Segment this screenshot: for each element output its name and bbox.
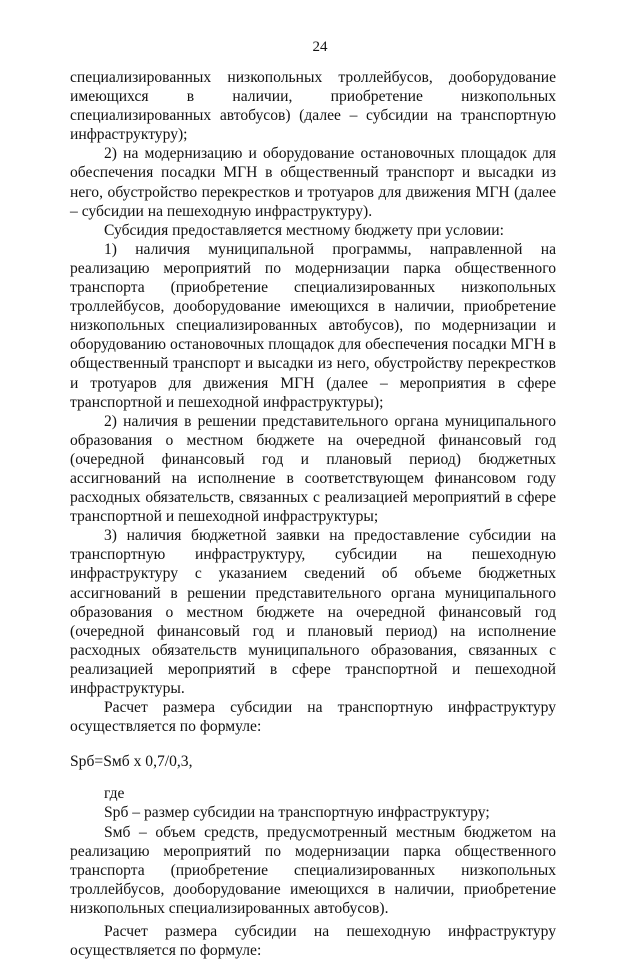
paragraph-item-2-pedestrian: 2) на модернизацию и оборудование остановочных площадок для обеспечения посадки МГН в общественный транспорт и высадки из него, обустройство перекрестков и тротуаров для движения МГН (далее – субсидии на пешеходную инфраструктуру).: [70, 145, 556, 220]
paragraph-formula-intro: Расчет размера субсидии на транспортную инфраструктуру осуществляется по формуле:: [70, 699, 556, 736]
paragraph-condition-3: 3) наличия бюджетной заявки на предоставление субсидии на транспортную инфраструктуру, субсидии на пешеходную инфраструктуру с указанием сведений об объеме бюджетных ассигнований в решении представительного органа муниципального образования о местном бюджете на очередной финансовый год (очередной финансовый год и плановый период) на исполнение расходных обязательств муниципального образования, связанных с реализацией мероприятий в сфере транспортной и пешеходной инфраструктуры.: [70, 527, 556, 697]
paragraph-conditions-intro: Субсидия предоставляется местному бюджету при условии:: [104, 221, 504, 239]
paragraph-closing: Расчет размера субсидии на пешеходную инфраструктуру осуществляется по формуле:: [70, 923, 556, 960]
paragraph-condition-2: 2) наличия в решении представительного органа муниципального образования о местном бюджете на очередной финансовый год (очередной финансовый год и плановый период) бюджетных ассигнований на исполнение в соответствующем финансовом году расходных обязательств, связанных с реализацией мероприятий в сфере транспортной и пешеходной инфраструктуры;: [70, 412, 556, 526]
definition-srb: Sрб – размер субсидии на транспортную инфраструктуру;: [104, 804, 490, 822]
document-body: [70, 68, 556, 960]
where-label: где: [104, 785, 125, 803]
paragraph-condition-1: 1) наличия муниципальной программы, направленной на реализацию мероприятий по модернизации парка общественного транспорта (приобретение специализированных низкопольных троллейбусов, дооборудование имеющихся в наличии, приобретение низкопольных специализированных автобусов), по модернизации и оборудованию остановочных площадок для обеспечения посадки МГН в общественный транспорт и высадки из него, обустройству перекрестков и тротуаров для движения МГН (далее – мероприятия в сфере транспортной и пешеходной инфраструктуры);: [70, 240, 556, 411]
formula: Sрб=Sмб х 0,7/0,3,: [70, 753, 193, 771]
paragraph-continuation: специализированных низкопольных троллейбусов, дооборудование имеющихся в наличии, приобретение низкопольных специализированных автобусов) (далее – субсидии на транспортную инфраструктуру);: [70, 69, 556, 144]
page-number: 24: [312, 39, 328, 55]
definition-smb: Sмб – объем средств, предусмотренный местным бюджетом на реализацию мероприятий по модернизации парка общественного транспорта (приобретение специализированных низкопольных троллейбусов, дооборудование имеющихся в наличии, приобретение низкопольных специализированных автобусов).: [70, 823, 556, 917]
